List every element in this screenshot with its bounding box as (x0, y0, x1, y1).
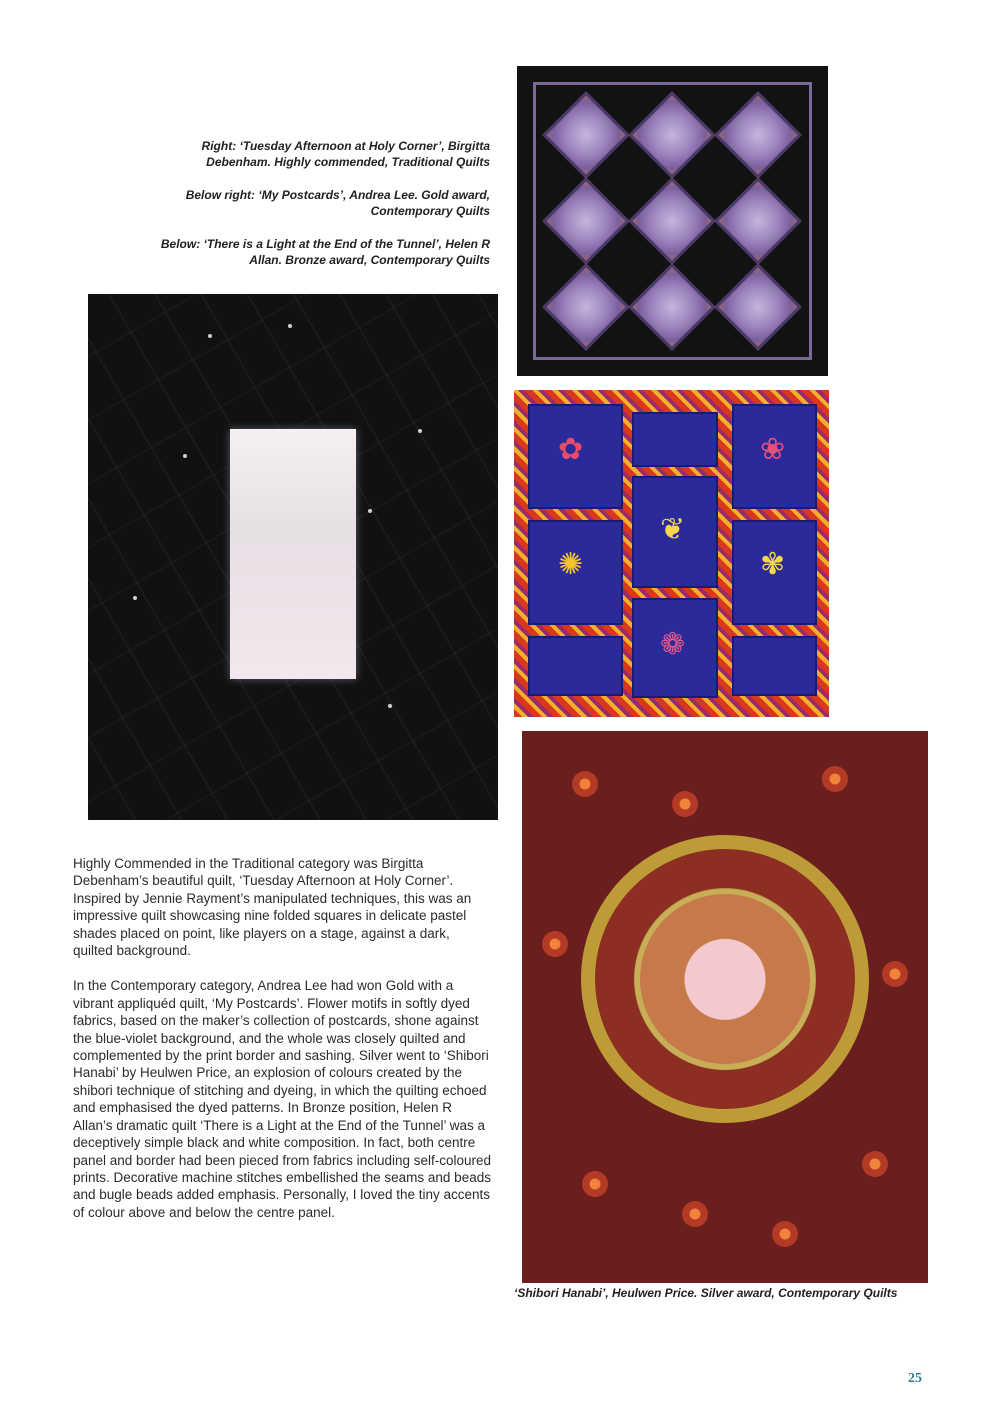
postcard-panel (528, 636, 623, 696)
bead (388, 704, 392, 708)
caption-light-tunnel: Below: ‘There is a Light at the End of the Tunnel’, Helen R Allan. Bronze award, Contemporary Quilts (160, 237, 490, 267)
caption-my-postcards: Below right: ‘My Postcards’, Andrea Lee. Gold award, Contemporary Quilts (185, 188, 490, 218)
caption-tuesday-afternoon: Right: ‘Tuesday Afternoon at Holy Corner’, Birgitta Debenham. Highly commended, Traditional Quilts (201, 139, 490, 169)
sunflower-motif: ✺ (558, 548, 584, 581)
dye-spot (862, 1151, 888, 1177)
tulip-motif: ✿ (558, 433, 584, 466)
quilt-photo-my-postcards (514, 390, 829, 717)
carnation-motif: ❀ (760, 433, 786, 466)
postcard-panel (732, 636, 817, 696)
iris-motif: ❁ (660, 628, 686, 661)
quilt-photo-tuesday-afternoon (517, 66, 828, 376)
dye-spot (572, 771, 598, 797)
bead (418, 429, 422, 433)
paragraph: Highly Commended in the Traditional category was Birgitta Debenham’s beautiful quilt, ‘Tuesday Afternoon at Holy Corner’. Inspired by Jennie Rayment’s manipulated techniques, this was an impressive quilt showcasing nine folded squares in delicate pastel shades placed on point, like players on a stage, against a dark, quilted background. (73, 856, 472, 959)
dye-spot (772, 1221, 798, 1247)
dye-spot (882, 961, 908, 987)
inner-ring (634, 888, 816, 1070)
photo-captions (150, 138, 490, 285)
paragraph: In the Contemporary category, Andrea Lee had won Gold with a vibrant appliquéd quilt, ‘My Postcards’. Flower motifs in softly dyed fabrics, based on the maker’s collection of postcards, shone against the blue-violet background, and the whole was closely quilted and complemented by the print border and sashing. Silver went to ‘Shibori Hanabi’ by Heulwen Price, an explosion of colours created by the shibori technique of stitching and dyeing, in which the quilting echoed and emphasised the dyed patterns. In Bronze position, Helen R Allan’s dramatic quilt ‘There is a Light at the End of the Tunnel’ was a deceptively simple black and white composition. In fact, both centre panel and border had been pieced from fabrics including self-coloured prints. Decorative machine stitches embellished the seams and beads and bugle beads added emphasis. Personally, I loved the tiny accents of colour above and below the centre panel. (73, 978, 492, 1220)
bead (288, 324, 292, 328)
page-number: 25 (908, 1371, 922, 1386)
bead (368, 509, 372, 513)
dye-spot (542, 931, 568, 957)
centre-panel (230, 429, 356, 679)
postcard-panel (632, 412, 718, 467)
bead (133, 596, 137, 600)
dye-spot (672, 791, 698, 817)
quilt-photo-light-tunnel (88, 294, 498, 820)
bead (183, 454, 187, 458)
dye-spot (822, 766, 848, 792)
lily-motif: ❦ (660, 513, 686, 546)
bead (208, 334, 212, 338)
dye-spot (682, 1201, 708, 1227)
article-body (73, 855, 493, 1239)
caption-shibori-hanabi: ‘Shibori Hanabi’, Heulwen Price. Silver award, Contemporary Quilts (514, 1286, 898, 1300)
daffodil-motif: ✾ (760, 548, 786, 581)
quilt-photo-shibori-hanabi (522, 731, 928, 1283)
dye-spot (582, 1171, 608, 1197)
